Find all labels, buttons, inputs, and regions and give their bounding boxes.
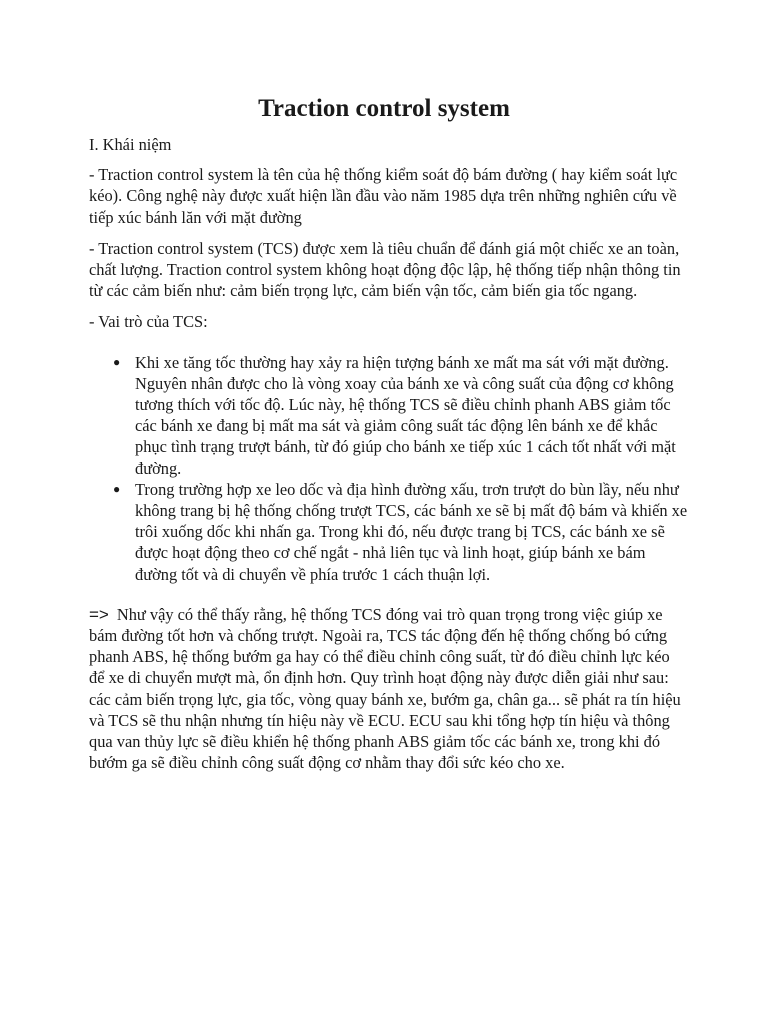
section-heading: I. Khái niệm bbox=[89, 135, 172, 154]
list-item-text: Khi xe tăng tốc thường hay xảy ra hiện tượng bánh xe mất ma sát với mặt đường. Nguyên nhân được cho là vòng xoay của bánh xe và công suất của động cơ không tương thích với tốc độ. Lúc này, hệ thống TCS sẽ điều chỉnh phanh ABS giảm tốc các bánh xe đang bị mất ma sát và giảm công suất tác động lên bánh xe để khắc phục tình trạng trượt bánh, từ đó giúp cho bánh xe tiếp xúc 1 cách tốt nhất với mặt đường. bbox=[135, 352, 676, 478]
document-body bbox=[89, 134, 689, 773]
list-item-text: Trong trường hợp xe leo dốc và địa hình đường xấu, trơn trượt do bùn lầy, nếu như không trang bị hệ thống chống trượt TCS, các bánh xe sẽ bị mất độ bám và khiến xe trôi xuống dốc khi nhấn ga. Trong khi đó, nếu được trang bị TCS, các bánh xe sẽ được hoạt động theo cơ chế ngắt - nhả liên tục và linh hoạt, giúp bánh xe bám đường tốt và di chuyển về phía trước 1 cách thuận lợi. bbox=[135, 479, 688, 584]
paragraph-conclusion bbox=[89, 604, 689, 774]
role-bullet-list bbox=[89, 352, 689, 585]
paragraph-role-heading: - Vai trò của TCS: bbox=[89, 312, 208, 332]
list-item bbox=[113, 479, 689, 585]
bullet-icon: ● bbox=[113, 481, 121, 496]
document-title: Traction control system bbox=[258, 95, 510, 122]
conclusion-text: Như vậy có thể thấy rằng, hệ thống TCS đóng vai trò quan trọng trong việc giúp xe bám đường tốt hơn và chống trượt. Ngoài ra, TCS tác động đến hệ thống chống bó cứng phanh ABS, hệ thống bướm ga hay có thể điều chỉnh công suất, từ đó điều chỉnh lực kéo để xe di chuyển mượt mà, ổn định hơn. Quy trình hoạt động này được diễn giải như sau: các cảm biến trọng lực, gia tốc, vòng quay bánh xe, bướm ga, chân ga... sẽ phát ra tín hiệu và TCS sẽ thu nhận nhưng tín hiệu này về ECU. ECU sau khi tổng hợp tín hiệu và thông qua van thủy lực sẽ điều khiển hệ thống phanh ABS giảm tốc các bánh xe, trong khi đó bướm ga sẽ điều chỉnh công suất động cơ nhằm thay đổi sức kéo cho xe. bbox=[89, 604, 681, 773]
paragraph-standard: - Traction control system (TCS) được xem là tiêu chuẩn để đánh giá một chiếc xe an toàn, chất lượng. Traction control system không hoạt động độc lập, hệ thống tiếp nhận thông tin từ các cảm biến như: cảm biến trọng lực, cảm biến vận tốc, cảm biến gia tốc ngang. bbox=[89, 238, 681, 301]
paragraph-definition: - Traction control system là tên của hệ thống kiểm soát độ bám đường ( hay kiểm soát lực kéo). Công nghệ này được xuất hiện lần đầu vào năm 1985 dựa trên những nghiên cứu về tiếp xúc bánh lăn với mặt đường bbox=[89, 165, 678, 227]
arrow-icon: => bbox=[89, 604, 109, 624]
bullet-icon: ● bbox=[113, 354, 121, 369]
list-item bbox=[113, 352, 689, 479]
